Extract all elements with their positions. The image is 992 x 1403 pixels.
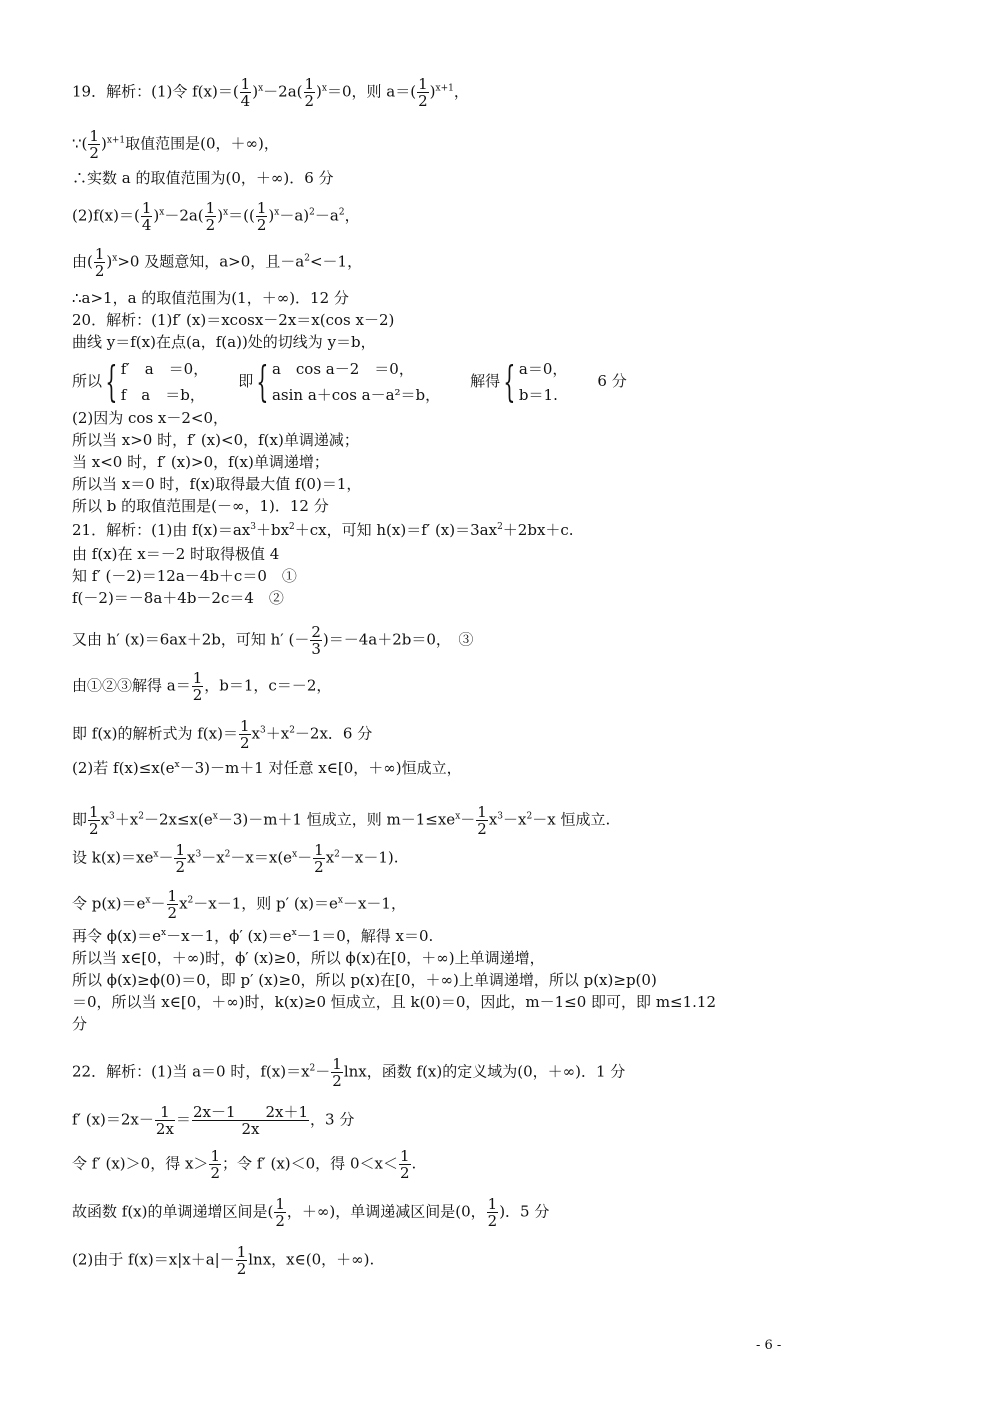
text-run: ＋cx，可知 h(x)＝f′ (x)＝3ax bbox=[294, 521, 498, 539]
text-run: 即 bbox=[208, 372, 254, 390]
text-line bbox=[72, 246, 362, 279]
denominator: 2 bbox=[399, 1164, 410, 1182]
text-run: 故函数 f(x)的单调递增区间是( bbox=[72, 1202, 274, 1221]
superscript: 2 bbox=[304, 253, 310, 264]
text-run: 所以当 x＝0 时，f(x)取得最大值 f(0)＝1， bbox=[72, 475, 362, 493]
text-run: －2a( bbox=[164, 206, 204, 225]
text-run: ) bbox=[429, 82, 436, 101]
equation-row: f′ a ＝0， bbox=[120, 360, 209, 378]
fraction bbox=[192, 670, 204, 703]
text-run: －x 恒成立. bbox=[532, 810, 611, 829]
fraction bbox=[236, 1244, 248, 1277]
fraction bbox=[192, 1104, 309, 1137]
text-line bbox=[72, 520, 574, 540]
text-run: 所以当 x>0 时，f′ (x)<0，f(x)单调递减； bbox=[72, 431, 359, 449]
superscript: 2 bbox=[289, 725, 295, 736]
fraction bbox=[240, 76, 252, 109]
superscript: x bbox=[174, 760, 180, 770]
text-run: ∵( bbox=[72, 134, 88, 153]
fraction bbox=[331, 1056, 343, 1089]
text-run: lnx，函数 f(x)的定义域为(0，＋∞)．1 分 bbox=[343, 1062, 626, 1081]
text-run: － bbox=[158, 848, 174, 867]
text-line bbox=[72, 1148, 416, 1181]
text-line bbox=[72, 1196, 549, 1229]
equation-row: asin a＋cos a－a²＝b， bbox=[271, 386, 441, 404]
denominator: 2 bbox=[418, 92, 428, 110]
text-run: 当 x<0 时，f′ (x)>0，f(x)单调递增； bbox=[72, 453, 329, 471]
fraction bbox=[141, 200, 153, 233]
text-run: 由①②③解得 a＝ bbox=[72, 676, 191, 695]
text-run: ) bbox=[217, 206, 224, 225]
text-line bbox=[72, 926, 433, 946]
text-run: 6 分 bbox=[567, 372, 627, 390]
superscript: 3 bbox=[109, 811, 115, 822]
text-line bbox=[72, 76, 469, 109]
text-run: ＝ bbox=[175, 1110, 191, 1129]
numerator: 2 bbox=[311, 623, 321, 641]
text-run: x bbox=[325, 848, 335, 867]
text-run: －a) bbox=[279, 206, 310, 225]
text-run: x bbox=[251, 724, 260, 743]
superscript: 2 bbox=[497, 522, 503, 532]
denominator: 2 bbox=[167, 904, 178, 922]
text-run: 所以当 x∈[0，＋∞)时，ϕ′ (x)≥0，所以 ϕ(x)在[0，＋∞)上单调递增， bbox=[72, 949, 545, 967]
numerator: 1 bbox=[89, 127, 99, 145]
text-line bbox=[72, 496, 329, 516]
denominator: 2 bbox=[94, 262, 105, 280]
text-run: 所以 bbox=[72, 372, 103, 390]
left-brace-icon: { bbox=[256, 357, 269, 406]
fraction bbox=[417, 76, 429, 109]
text-run: ) bbox=[252, 82, 259, 101]
numerator: 2x－1 2x＋1 bbox=[192, 1103, 309, 1121]
text-line bbox=[72, 544, 279, 564]
text-run: － bbox=[150, 894, 166, 913]
text-run: 分 bbox=[72, 1015, 88, 1033]
text-line bbox=[72, 332, 376, 352]
text-run: ，3 分 bbox=[310, 1110, 355, 1129]
superscript: x bbox=[112, 253, 118, 264]
text-run: － bbox=[315, 1062, 331, 1081]
text-run: <－1， bbox=[309, 252, 363, 271]
equation-row: a cos a－2 ＝0， bbox=[271, 360, 414, 378]
fraction bbox=[167, 888, 179, 921]
text-run: x bbox=[488, 810, 498, 829]
text-line bbox=[72, 948, 545, 968]
fraction bbox=[256, 200, 268, 233]
text-run: ∴实数 a 的取值范围为(0，＋∞)．6 分 bbox=[72, 169, 334, 187]
text-run: f′ (x)＝2x－ bbox=[72, 1110, 154, 1129]
page-number: - 6 - bbox=[756, 1338, 782, 1353]
text-run: (2)若 f(x)≤x(e bbox=[72, 759, 175, 777]
numerator: 1 bbox=[487, 1195, 498, 1213]
fraction bbox=[94, 246, 106, 279]
equation-row: a＝0， bbox=[518, 360, 568, 378]
text-line bbox=[72, 452, 329, 472]
text-run: ) bbox=[268, 206, 275, 225]
text-line bbox=[72, 758, 462, 778]
superscript: 2 bbox=[187, 895, 194, 906]
text-line bbox=[72, 566, 297, 586]
numerator: 1 bbox=[89, 803, 99, 821]
text-run: ， bbox=[344, 206, 360, 225]
text-run: >0 及题意知，a>0，且－a bbox=[117, 252, 305, 271]
denominator: 2 bbox=[304, 92, 315, 110]
text-run: . bbox=[411, 1154, 417, 1173]
superscript: x+1 bbox=[435, 83, 454, 94]
equation-row: f a ＝b， bbox=[120, 386, 205, 404]
text-run: －x－1， bbox=[342, 894, 406, 913]
text-run: 由 f(x)在 x＝－2 时取得极值 4 bbox=[72, 545, 280, 563]
fraction bbox=[399, 1148, 411, 1181]
denominator: 2 bbox=[239, 734, 250, 752]
text-run: 设 k(x)＝xe bbox=[72, 848, 154, 867]
superscript: 3 bbox=[195, 849, 202, 860]
text-line bbox=[72, 588, 284, 608]
text-run: ，b＝1，c＝－2， bbox=[204, 676, 332, 695]
superscript: x bbox=[321, 83, 327, 94]
text-run: －x－1，则 p′ (x)＝e bbox=[193, 894, 338, 913]
text-run: ) bbox=[153, 206, 160, 225]
text-run: 又由 h′ (x)＝6ax＋2b，可知 h′ (－ bbox=[72, 630, 310, 649]
text-line bbox=[72, 624, 473, 657]
denominator: 2 bbox=[89, 820, 99, 838]
superscript: 3 bbox=[250, 522, 256, 532]
text-run: ) bbox=[106, 252, 113, 271]
denominator: 2x bbox=[241, 1120, 260, 1138]
text-run: ∴a>1，a 的取值范围为(1，＋∞)．12 分 bbox=[72, 289, 349, 307]
text-line bbox=[72, 718, 372, 751]
denominator: 2 bbox=[256, 216, 267, 234]
superscript: 2 bbox=[334, 849, 340, 860]
numerator: 1 bbox=[314, 841, 324, 859]
denominator: 2 bbox=[275, 1212, 285, 1230]
denominator: 2 bbox=[205, 216, 216, 234]
denominator: 3 bbox=[311, 640, 321, 658]
text-run: x bbox=[179, 894, 188, 913]
numerator: 1 bbox=[477, 803, 487, 821]
text-line bbox=[72, 168, 334, 188]
denominator: 2 bbox=[487, 1212, 498, 1230]
text-run: 22．解析：(1)当 a＝0 时，f(x)＝x bbox=[72, 1062, 310, 1081]
fraction bbox=[205, 200, 217, 233]
text-run: 令 f′ (x)＞0，得 x＞ bbox=[72, 1154, 209, 1173]
text-run: 21．解析：(1)由 f(x)＝ax bbox=[72, 521, 251, 539]
superscript: x bbox=[455, 811, 461, 822]
denominator: 2x bbox=[155, 1120, 174, 1138]
numerator: 1 bbox=[256, 199, 267, 217]
left-brace-icon: { bbox=[105, 357, 118, 406]
numerator: 1 bbox=[141, 199, 152, 217]
superscript: x bbox=[274, 207, 280, 218]
text-line bbox=[72, 200, 360, 233]
numerator: 1 bbox=[167, 887, 178, 905]
denominator: 2 bbox=[210, 1164, 220, 1182]
fraction bbox=[88, 128, 100, 161]
equation-system bbox=[121, 356, 208, 408]
equation-system bbox=[272, 356, 440, 408]
fraction bbox=[88, 804, 100, 837]
denominator: 2 bbox=[332, 1072, 342, 1090]
text-run: －3)－m＋1 恒成立，则 m－1≤xe bbox=[217, 810, 456, 829]
text-line bbox=[72, 310, 394, 330]
text-run: x bbox=[187, 848, 196, 867]
text-line bbox=[72, 992, 716, 1012]
superscript: 2 bbox=[338, 207, 345, 218]
numerator: 1 bbox=[94, 245, 105, 263]
numerator: 1 bbox=[332, 1055, 342, 1073]
numerator: 1 bbox=[275, 1195, 285, 1213]
numerator: 1 bbox=[240, 75, 251, 93]
fraction bbox=[313, 842, 325, 875]
text-run: －3)－m＋1 对任意 x∈[0，＋∞)恒成立， bbox=[179, 759, 462, 777]
numerator: 1 bbox=[210, 1147, 220, 1165]
text-line bbox=[72, 970, 657, 990]
superscript: x bbox=[161, 928, 167, 938]
denominator: 4 bbox=[240, 92, 251, 110]
text-run: ＋x bbox=[265, 724, 290, 743]
text-line bbox=[72, 1244, 374, 1277]
text-line bbox=[72, 842, 399, 875]
text-run: )．5 分 bbox=[499, 1202, 550, 1221]
denominator: 4 bbox=[141, 216, 152, 234]
text-run: 由( bbox=[72, 252, 93, 271]
superscript: 3 bbox=[497, 811, 504, 822]
text-run: f(－2)＝－8a＋4b－2c＝4 ② bbox=[72, 589, 284, 607]
text-run: 曲线 y＝f(x)在点(a，f(a))处的切线为 y＝b， bbox=[72, 333, 376, 351]
superscript: x bbox=[337, 895, 343, 906]
text-run: －1＝0，解得 x＝0. bbox=[296, 927, 434, 945]
left-brace-icon: { bbox=[503, 357, 516, 406]
text-run: x bbox=[100, 810, 110, 829]
text-run: ＝0，则 a＝( bbox=[326, 82, 417, 101]
text-run: ＋x bbox=[114, 810, 139, 829]
superscript: x bbox=[159, 207, 165, 218]
numerator: 1 bbox=[205, 199, 216, 217]
fraction bbox=[174, 842, 186, 875]
text-run: 再令 ϕ(x)＝e bbox=[72, 927, 162, 945]
text-run: －2x．6 分 bbox=[294, 724, 373, 743]
text-run: ) bbox=[316, 82, 322, 101]
text-line bbox=[72, 288, 349, 308]
text-run: lnx，x∈(0，＋∞). bbox=[248, 1250, 375, 1269]
numerator: 1 bbox=[304, 75, 315, 93]
superscript: x bbox=[212, 811, 218, 822]
superscript: 2 bbox=[289, 522, 295, 532]
text-run: ，＋∞)，单调递减区间是(0， bbox=[286, 1202, 486, 1221]
text-run: －2x≤x(e bbox=[143, 810, 213, 829]
numerator: 1 bbox=[192, 669, 203, 687]
superscript: 2 bbox=[526, 811, 533, 822]
text-run: －x－1，ϕ′ (x)＝e bbox=[166, 927, 292, 945]
text-run: －x－1). bbox=[339, 848, 399, 867]
text-run: －x bbox=[201, 848, 225, 867]
text-run: ＝(( bbox=[228, 206, 255, 225]
text-run: 20．解析：(1)f′ (x)＝xcosx－2x＝x(cos x－2) bbox=[72, 311, 395, 329]
superscript: 2 bbox=[309, 207, 315, 218]
text-run: (2)由于 f(x)＝x|x＋a|－ bbox=[72, 1250, 235, 1269]
text-line bbox=[72, 1014, 87, 1034]
numerator: 1 bbox=[155, 1104, 175, 1121]
superscript: x+1 bbox=[106, 135, 126, 146]
text-run: ＝0，所以当 x∈[0，＋∞)时，k(x)≥0 恒成立，且 k(0)＝0，因此，m－1≤0 即可，即 m≤1.12 bbox=[72, 993, 717, 1011]
text-run: －a bbox=[314, 206, 339, 225]
superscript: x bbox=[291, 928, 297, 938]
fraction bbox=[274, 1196, 286, 1229]
text-run: 即 f(x)的解析式为 f(x)＝ bbox=[72, 724, 238, 743]
superscript: x bbox=[153, 849, 159, 860]
fraction bbox=[487, 1196, 499, 1229]
superscript: 2 bbox=[309, 1063, 316, 1074]
text-run: 所以 b 的取值范围是(－∞，1)．12 分 bbox=[72, 497, 329, 515]
superscript: 2 bbox=[224, 849, 231, 860]
text-run: ， bbox=[453, 82, 469, 101]
numerator: 1 bbox=[399, 1147, 410, 1165]
text-line bbox=[72, 1056, 625, 1089]
fraction bbox=[310, 624, 322, 657]
denominator: 2 bbox=[477, 820, 487, 838]
text-run: (2)因为 cos x－2<0， bbox=[72, 409, 229, 427]
fraction bbox=[304, 76, 316, 109]
text-line bbox=[72, 356, 627, 408]
text-run: ；令 f′ (x)＜0，得 0＜x＜ bbox=[221, 1154, 398, 1173]
denominator: 2 bbox=[314, 858, 324, 876]
text-line bbox=[72, 804, 610, 837]
text-run: －x bbox=[503, 810, 527, 829]
text-run: － bbox=[460, 810, 476, 829]
text-run: 所以 ϕ(x)≥ϕ(0)＝0，即 p′ (x)≥0，所以 p(x)在[0，＋∞)上单调递增，所以 p(x)≥p(0) bbox=[72, 971, 657, 989]
fraction bbox=[155, 1104, 175, 1137]
superscript: 3 bbox=[259, 725, 266, 736]
fraction bbox=[209, 1148, 221, 1181]
denominator: 2 bbox=[236, 1260, 247, 1278]
text-run: －x＝x(e bbox=[230, 848, 293, 867]
text-run: (2)f(x)＝( bbox=[72, 206, 140, 225]
numerator: 1 bbox=[239, 717, 250, 735]
denominator: 2 bbox=[175, 858, 185, 876]
text-run: )＝－4a＋2b＝0， ③ bbox=[322, 630, 474, 649]
text-run: 即 bbox=[72, 810, 88, 829]
superscript: x bbox=[292, 849, 298, 860]
text-run: 取值范围是(0，＋∞)， bbox=[125, 134, 279, 153]
equation-system bbox=[519, 356, 568, 408]
text-line bbox=[72, 474, 361, 494]
numerator: 1 bbox=[418, 75, 428, 93]
text-run: 解得 bbox=[440, 372, 501, 390]
text-line bbox=[72, 408, 228, 428]
text-line bbox=[72, 1104, 354, 1137]
text-line bbox=[72, 888, 406, 921]
denominator: 2 bbox=[192, 686, 203, 704]
fraction bbox=[239, 718, 251, 751]
superscript: 2 bbox=[138, 811, 144, 822]
equation-row: b＝1. bbox=[518, 386, 558, 404]
text-line bbox=[72, 128, 279, 161]
fraction bbox=[476, 804, 488, 837]
text-run: 知 f′ (－2)＝12a－4b＋c＝0 ① bbox=[72, 567, 297, 585]
superscript: x bbox=[145, 895, 151, 906]
superscript: x bbox=[223, 207, 229, 218]
text-run: － bbox=[297, 848, 313, 867]
text-line bbox=[72, 430, 359, 450]
text-run: 19．解析：(1)令 f(x)＝( bbox=[72, 82, 239, 101]
text-run: －2a( bbox=[263, 82, 303, 101]
numerator: 1 bbox=[236, 1243, 247, 1261]
text-run: ) bbox=[100, 134, 107, 153]
numerator: 1 bbox=[175, 841, 185, 859]
text-run: ＋bx bbox=[255, 521, 290, 539]
text-run: 令 p(x)＝e bbox=[72, 894, 146, 913]
text-line bbox=[72, 670, 331, 703]
superscript: x bbox=[258, 83, 264, 94]
denominator: 2 bbox=[89, 144, 99, 162]
text-run: ＋2bx＋c. bbox=[502, 521, 574, 539]
